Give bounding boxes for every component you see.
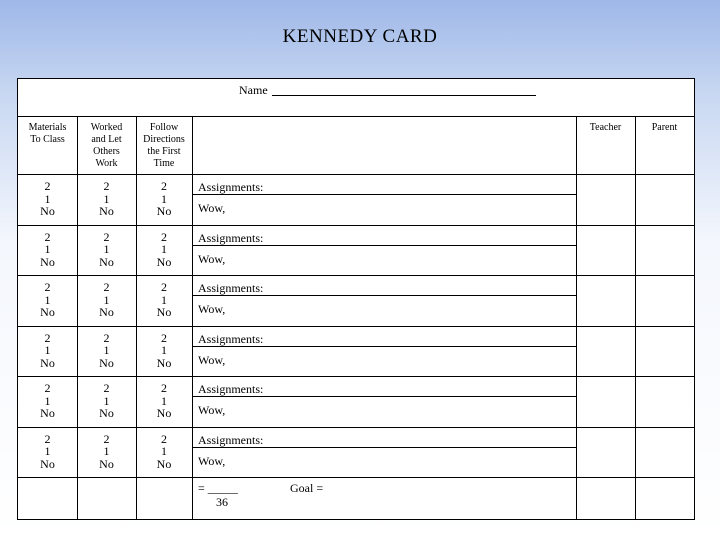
rating-option[interactable]: 1 [161,242,167,256]
kennedy-card-table [17,78,695,520]
rating-option[interactable]: 2 [103,179,110,193]
wow-field[interactable] [192,347,576,375]
header-text-line: Directions [143,134,185,145]
wow-label: Wow, [198,453,226,468]
rating-cell[interactable] [136,180,192,218]
rating-option[interactable]: No [156,406,172,420]
rating-cell[interactable] [136,433,192,471]
header-materials-to-class [18,122,77,146]
teacher-initial-cell[interactable] [576,376,635,427]
rating-option[interactable]: 2 [103,229,110,244]
rating-cell[interactable] [77,433,136,471]
rating-cell[interactable] [136,231,192,269]
rating-cell[interactable] [77,382,136,420]
rating-option[interactable]: 1 [103,444,110,458]
total-score-blank[interactable]: = _____ [198,481,238,495]
rating-option[interactable]: 1 [103,191,110,206]
rating-option[interactable]: 2 [44,330,51,345]
rating-option[interactable]: 1 [44,191,51,206]
name-row [18,79,694,117]
rating-option[interactable]: No [40,406,55,420]
rating-option[interactable]: No [99,456,114,471]
rating-option[interactable]: No [99,254,114,269]
parent-initial-cell[interactable] [635,225,694,276]
rating-option[interactable]: 2 [103,431,110,446]
rating-option[interactable]: No [40,305,55,319]
header-text-line: Follow [149,122,179,133]
rating-option[interactable]: 1 [103,292,110,307]
rating-cell[interactable] [77,180,136,218]
assignments-field[interactable] [192,377,576,395]
goal-label: Goal = [290,481,324,495]
assignments-field[interactable] [192,175,576,193]
assignments-label: Assignments: [198,432,264,447]
parent-initial-cell[interactable] [635,326,694,377]
rating-option[interactable]: 2 [103,330,110,345]
header-parent: Parent [651,122,678,133]
rating-cell[interactable] [18,382,77,420]
rating-option[interactable]: 2 [44,280,51,294]
header-worked-and-let-others-work [77,122,136,170]
rating-option[interactable]: 2 [103,280,110,294]
rating-option[interactable]: 2 [161,229,167,244]
header-text-line: Others [93,146,120,157]
teacher-initial-cell[interactable] [576,225,635,276]
parent-initial-cell[interactable] [635,275,694,326]
page-title: KENNEDY CARD [282,26,438,47]
wow-label: Wow, [198,201,226,215]
rating-option[interactable]: 2 [103,381,110,395]
wow-label: Wow, [198,352,226,367]
rating-cell[interactable] [18,180,77,218]
rating-option[interactable]: 2 [44,431,51,446]
header-text-line: Work [95,158,118,169]
assignments-label: Assignments: [198,230,264,245]
rating-cell[interactable] [77,231,136,269]
rating-option[interactable]: No [156,204,172,218]
teacher-initial-cell[interactable] [576,427,635,478]
rating-option[interactable]: 1 [161,444,167,458]
rating-option[interactable]: No [99,204,114,218]
assignments-label: Assignments: [198,180,264,194]
rating-cell[interactable] [136,281,192,319]
rating-cell[interactable] [18,281,77,319]
rating-option[interactable]: 2 [161,280,167,294]
rating-option[interactable]: 2 [44,179,51,193]
rating-option[interactable]: 2 [161,381,167,395]
header-text-line: the First [147,146,181,157]
rating-option[interactable]: 1 [44,444,51,458]
rating-option[interactable]: 1 [44,393,51,408]
rating-option[interactable]: 1 [103,242,110,256]
rating-option[interactable]: No [40,456,55,471]
header-text-line: Materials [28,122,67,133]
rating-option[interactable]: 1 [161,393,167,408]
rating-cell[interactable] [136,382,192,420]
rating-cell[interactable] [77,281,136,319]
name-label: Name [239,83,268,97]
wow-label: Wow, [198,251,226,266]
wow-field[interactable] [192,397,576,425]
teacher-initial-cell[interactable] [576,275,635,326]
assignments-field[interactable] [192,428,576,446]
wow-field[interactable] [192,448,576,476]
header-text-line: and Let [91,134,122,145]
rating-cell[interactable] [136,332,192,370]
rating-cell[interactable] [18,332,77,370]
wow-label: Wow, [198,403,226,417]
rating-option[interactable]: No [99,406,114,420]
rating-option[interactable]: 1 [161,343,167,357]
teacher-initial-cell[interactable] [576,174,635,225]
header-teacher: Teacher [589,122,622,133]
rating-cell[interactable] [18,433,77,471]
assignments-field[interactable] [192,327,576,345]
rating-option[interactable]: 2 [161,330,167,345]
rating-option[interactable]: No [156,305,172,319]
assignments-field[interactable] [192,226,576,244]
parent-initial-cell[interactable] [635,174,694,225]
total-denominator: 36 [216,495,228,509]
rating-option[interactable]: No [156,355,172,370]
wow-field[interactable] [192,195,576,223]
header-follow-directions [136,122,192,170]
rating-option[interactable]: 1 [103,343,110,357]
parent-initial-cell[interactable] [635,376,694,427]
name-input-line[interactable] [272,95,536,96]
rating-option[interactable]: No [40,204,55,218]
header-text-line: Time [153,158,175,169]
rating-option[interactable]: No [40,355,55,370]
rating-option[interactable]: 2 [161,179,167,193]
assignments-label: Assignments: [198,382,264,396]
header-text-line: To Class [30,134,65,145]
assignments-field[interactable] [192,276,576,294]
assignments-label: Assignments: [198,281,264,295]
teacher-initial-cell[interactable] [576,326,635,377]
rating-option[interactable]: 1 [44,292,51,307]
wow-label: Wow, [198,302,226,316]
row-divider [18,477,694,478]
rating-option[interactable]: 1 [44,242,51,256]
rating-option[interactable]: 1 [161,191,167,206]
rating-option[interactable]: 1 [103,393,110,408]
rating-option[interactable]: No [156,456,172,471]
assignments-label: Assignments: [198,331,264,346]
rating-option[interactable]: 1 [161,292,167,307]
rating-cell[interactable] [18,231,77,269]
parent-initial-cell[interactable] [635,427,694,478]
rating-option[interactable]: No [156,254,172,269]
rating-option[interactable]: 2 [161,431,167,446]
wow-field[interactable] [192,296,576,324]
rating-option[interactable]: No [40,254,55,269]
rating-option[interactable]: No [99,305,114,319]
rating-cell[interactable] [77,332,136,370]
rating-option[interactable]: 2 [44,229,51,244]
rating-option[interactable]: 1 [44,343,51,357]
rating-option[interactable]: No [99,355,114,370]
wow-field[interactable] [192,246,576,274]
rating-option[interactable]: 2 [44,381,51,395]
header-text-line: Worked [90,122,123,133]
